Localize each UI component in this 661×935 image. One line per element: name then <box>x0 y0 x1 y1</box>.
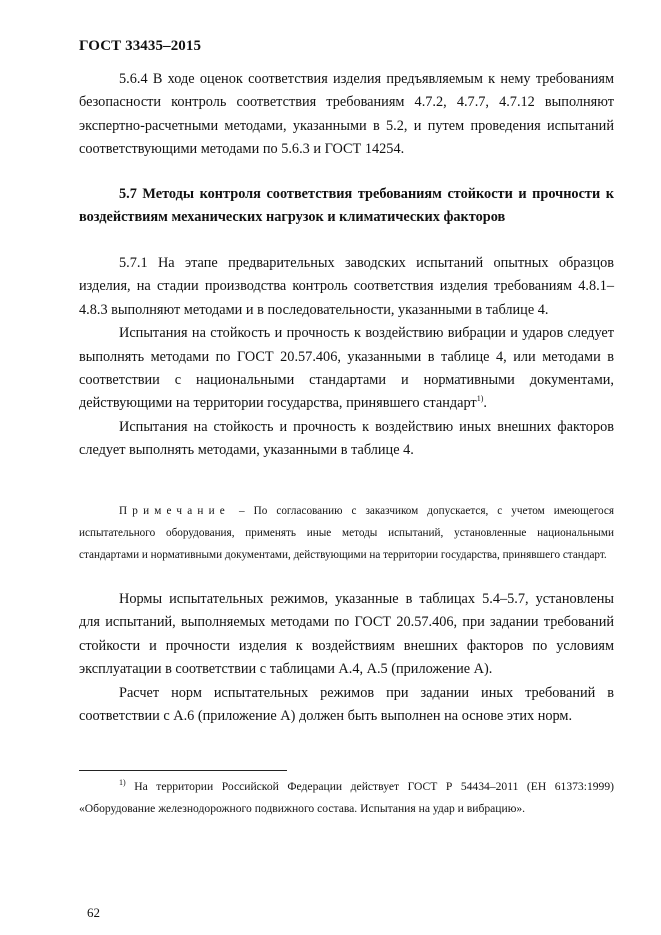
paragraph-test-norms: Нормы испытательных режимов, указанные в таблицах 5.4–5.7, установлены для испытаний, выполняемых методами по ГОСТ 20.57.406, при задании требований стойкости и прочности изделия к воздействиям внешних факторов по условиям эксплуатации в соответствии с таблицами А.4, А.5 (приложение А). <box>79 591 614 678</box>
footnote-divider <box>79 770 287 771</box>
paragraph-other-factors: Испытания на стойкость и прочность к воздействию иных внешних факторов следует выполнять методами, указанными в таблице 4. <box>79 418 614 459</box>
section-57-heading: 5.7 Методы контроля соответствия требованиям стойкости и прочности к воздействиям механических нагрузок и климатических факторов <box>79 186 614 226</box>
section-test-norms <box>79 588 614 728</box>
note-block <box>79 500 614 566</box>
footnote-reference: 1) <box>476 394 484 404</box>
note-label: Примечание <box>119 505 230 517</box>
paragraph-571: 5.7.1 На этапе предварительных заводских испытаний опытных образцов изделия, на стадии производства контроль соответствия изделия требованиям 4.8.1–4.8.3 выполняют методами и в последовательности, указанными в таблице 4. <box>79 255 614 318</box>
paragraph-vibration-tests <box>79 322 614 416</box>
page-number: 62 <box>87 905 100 920</box>
paragraph-vibration-text: Испытания на стойкость и прочность к воздействию вибрации и ударов следует выполнять методами по ГОСТ 20.57.406, указанными в таблице 4, или методами в соответствии с национальными стандартами и нормативными документами, действующими на территории государства, принявшего стандарт <box>79 325 614 412</box>
footnote-text: На территории Российской Федерации действует ГОСТ Р 54434–2011 (ЕН 61373:1999) «Оборудование железнодорожного подвижного состава. Испытания на удар и вибрацию». <box>79 780 614 815</box>
paragraph-calc-norms: Расчет норм испытательных режимов при задании иных требований в соответствии с А.6 (приложение А) должен быть выполнен на основе этих норм. <box>79 684 614 725</box>
paragraph-vibration-end: . <box>483 395 487 412</box>
section-564 <box>79 68 614 162</box>
paragraph-564: 5.6.4 В ходе оценок соответствия изделия предъявляемым к нему требованиям безопасности контроль соответствия требованиям 4.7.2, 4.7.7, 4.7.12 выполняют экспертно-расчетными методами, указанными в 5.2, и путем проведения испытаний соответствующими методами по 5.6.3 и ГОСТ 14254. <box>79 71 614 158</box>
note-dash: – <box>229 505 254 517</box>
document-header: ГОСТ 33435–2015 <box>79 38 202 54</box>
footnote <box>79 776 614 820</box>
footnote-mark: 1) <box>119 778 126 788</box>
section-57-body <box>79 252 614 463</box>
note-text: По согласованию с заказчиком допускается, с учетом имеющегося испытательного оборудования, применять иные методы испытаний, установленные национальными стандартами и нормативными документами, действующими на территории государства, принявшего стандарт. <box>79 505 614 561</box>
section-57-heading-block <box>79 183 614 230</box>
